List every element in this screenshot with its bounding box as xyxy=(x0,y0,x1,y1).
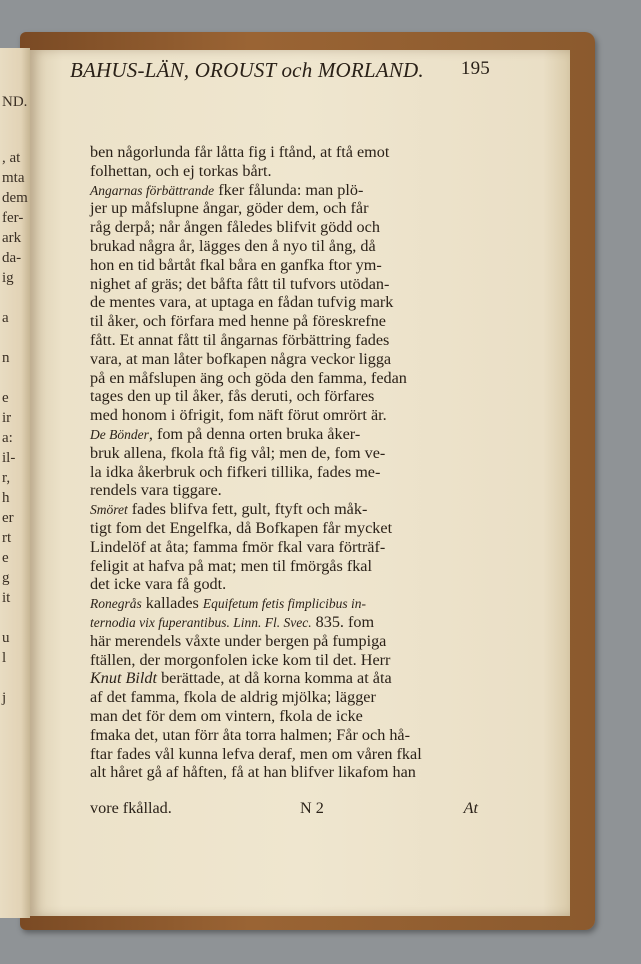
text-segment: tages den up til åker, fås deruti, och förfares xyxy=(90,387,375,406)
text-line xyxy=(90,745,478,764)
facing-page-fragment: mta xyxy=(2,170,25,186)
text-segment: folhettan, och ej torkas bårt. xyxy=(90,161,272,180)
text-segment: fått. Et annat fått til ångarnas förbättring fades xyxy=(90,330,390,349)
text-segment: tigt fom det Engelfka, då Bofkapen får mycket xyxy=(90,518,393,537)
facing-page-fragment: it xyxy=(2,590,11,606)
text-line xyxy=(90,500,478,519)
last-line-text: vore fkållad. xyxy=(90,799,172,817)
facing-page-fragment: , at xyxy=(2,150,21,166)
text-segment: med honom i öfrigit, fom näft förut omrört är. xyxy=(90,406,387,425)
facing-page-fragment: a: xyxy=(2,430,13,446)
text-segment: bruk allena, fkola ftå fig vål; men de, fom ve- xyxy=(90,443,386,462)
text-line xyxy=(90,369,478,388)
text-line xyxy=(90,331,478,350)
facing-page-fragment: il- xyxy=(2,450,16,466)
facing-page-fragment: ark xyxy=(2,230,22,246)
facing-page-fragment: g xyxy=(2,570,10,586)
text-line xyxy=(90,256,478,275)
facing-page-fragment: er xyxy=(2,510,14,526)
text-line xyxy=(90,143,478,162)
text-line xyxy=(90,293,478,312)
page-body-text xyxy=(90,143,478,782)
italic-text-segment: Equifetum fetis fimplicibus in- xyxy=(202,596,366,612)
facing-page-fragment: l xyxy=(2,650,7,666)
facing-page-fragment: e xyxy=(2,550,9,566)
text-line xyxy=(90,763,478,782)
text-line xyxy=(90,632,478,651)
facing-page-fragment: da- xyxy=(2,250,22,266)
text-line xyxy=(90,726,478,745)
text-line xyxy=(90,707,478,726)
text-segment: fades blifva fett, gult, ftyft och måk- xyxy=(127,500,368,519)
text-segment: alt håret gå af håften, få at han blifver likafom han xyxy=(90,763,416,782)
text-line xyxy=(90,275,478,294)
text-segment: brukad några år, lägges den å nyo til ång, då xyxy=(90,236,376,255)
text-line xyxy=(90,444,478,463)
text-line xyxy=(90,425,478,444)
text-segment: råg derpå; når ången fåledes blifvit gödd och xyxy=(90,218,380,237)
text-segment: fmaka det, utan förr åta torra halmen; Får och hå- xyxy=(90,725,411,744)
italic-text-segment: Angarnas förbättrande xyxy=(90,182,215,198)
text-segment: la idka åkerbruk och fifkeri tillika, fades me- xyxy=(90,462,381,481)
facing-page-fragment: n xyxy=(2,350,10,366)
text-segment: kallades xyxy=(141,594,203,613)
text-segment: 835. fom xyxy=(311,612,375,631)
text-segment: fker fålunda: man plö- xyxy=(214,180,364,199)
facing-page-fragment: j xyxy=(2,690,7,706)
facing-page-fragment: a xyxy=(2,310,9,326)
facing-page-fragment: e xyxy=(2,390,9,406)
text-line xyxy=(90,312,478,331)
italic-text-segment: Knut Bildt xyxy=(90,669,158,688)
text-segment: ben någorlunda får låtta fig i ftånd, at ftå emot xyxy=(90,143,390,161)
facing-page-fragment: fer- xyxy=(2,210,24,226)
text-segment: ftar fades vål kunna lefva deraf, men om våren fkal xyxy=(90,744,422,763)
italic-text-segment: Ronegrås xyxy=(90,596,142,612)
text-segment: , fom på denna orten bruka åker- xyxy=(148,424,361,443)
text-line xyxy=(90,575,478,594)
facing-page-fragment: dem xyxy=(2,190,28,206)
text-line xyxy=(90,406,478,425)
text-segment: vara, at man låter bofkapen några veckor ligga xyxy=(90,349,392,368)
text-segment: hon en tid bårtåt fkal båra en ganfka ftor ym- xyxy=(90,255,382,274)
text-line xyxy=(90,669,478,688)
text-line xyxy=(90,181,478,200)
text-segment: Lindelöf at åta; famma fmör fkal vara förträf- xyxy=(90,537,386,556)
text-line xyxy=(90,199,478,218)
facing-page-edge xyxy=(0,48,30,918)
facing-page-fragment: h xyxy=(2,490,10,506)
running-head-title: BAHUS-LÄN, OROUST och MORLAND. xyxy=(70,58,424,82)
facing-page-fragment: rt xyxy=(2,530,12,546)
facing-page-fragment: u xyxy=(2,630,10,646)
text-line xyxy=(90,538,478,557)
text-segment: på en måfslupen äng och göda den famma, fedan xyxy=(90,368,407,387)
text-segment: de mentes vara, at uptaga en fådan tufvig mark xyxy=(90,293,394,312)
text-line xyxy=(90,350,478,369)
text-segment: rendels vara tiggare. xyxy=(90,481,222,500)
text-line xyxy=(90,519,478,538)
text-line xyxy=(90,162,478,181)
text-segment: nighet af gräs; det båfta fått til tufvors utödan- xyxy=(90,274,390,293)
facing-page-fragment: ir xyxy=(2,410,12,426)
italic-text-segment: De Bönder xyxy=(90,426,149,442)
catchword: At xyxy=(463,799,478,817)
signature-mark: N 2 xyxy=(300,799,324,817)
running-head xyxy=(70,58,490,88)
text-segment: här merendels våxte under bergen på fumpiga xyxy=(90,631,387,650)
text-line xyxy=(90,463,478,482)
text-segment: af det famma, fkola de aldrig mjölka; lägger xyxy=(90,688,376,707)
italic-text-segment: ternodia vix fuperantibus. Linn. Fl. Svec. xyxy=(90,614,312,630)
text-line xyxy=(90,387,478,406)
text-line xyxy=(90,688,478,707)
text-line xyxy=(90,218,478,237)
text-segment: jer up måfslupne ångar, göder dem, och får xyxy=(90,199,369,218)
text-segment: ftällen, der morgonfolen icke kom til det. Herr xyxy=(90,650,391,669)
facing-page-fragment: ND. xyxy=(2,94,28,110)
text-segment: man det för dem om vintern, fkola de icke xyxy=(90,706,363,725)
page-footer xyxy=(90,799,478,819)
text-line xyxy=(90,613,478,632)
facing-page-fragment: ig xyxy=(2,270,14,286)
text-line xyxy=(90,481,478,500)
text-segment: berättade, at då korna komma at åta xyxy=(157,669,392,688)
text-segment: til åker, och förfara med henne på föreskrefne xyxy=(90,312,386,331)
text-line xyxy=(90,557,478,576)
facing-page-fragment: r, xyxy=(2,470,11,486)
text-line xyxy=(90,594,478,613)
text-segment: feligit at hafva på mat; men til fmörgås fkal xyxy=(90,556,372,575)
italic-text-segment: Smöret xyxy=(90,502,128,518)
text-segment: det icke vara få godt. xyxy=(90,575,227,594)
text-line xyxy=(90,237,478,256)
text-line xyxy=(90,651,478,670)
page-number: 195 xyxy=(460,58,490,79)
